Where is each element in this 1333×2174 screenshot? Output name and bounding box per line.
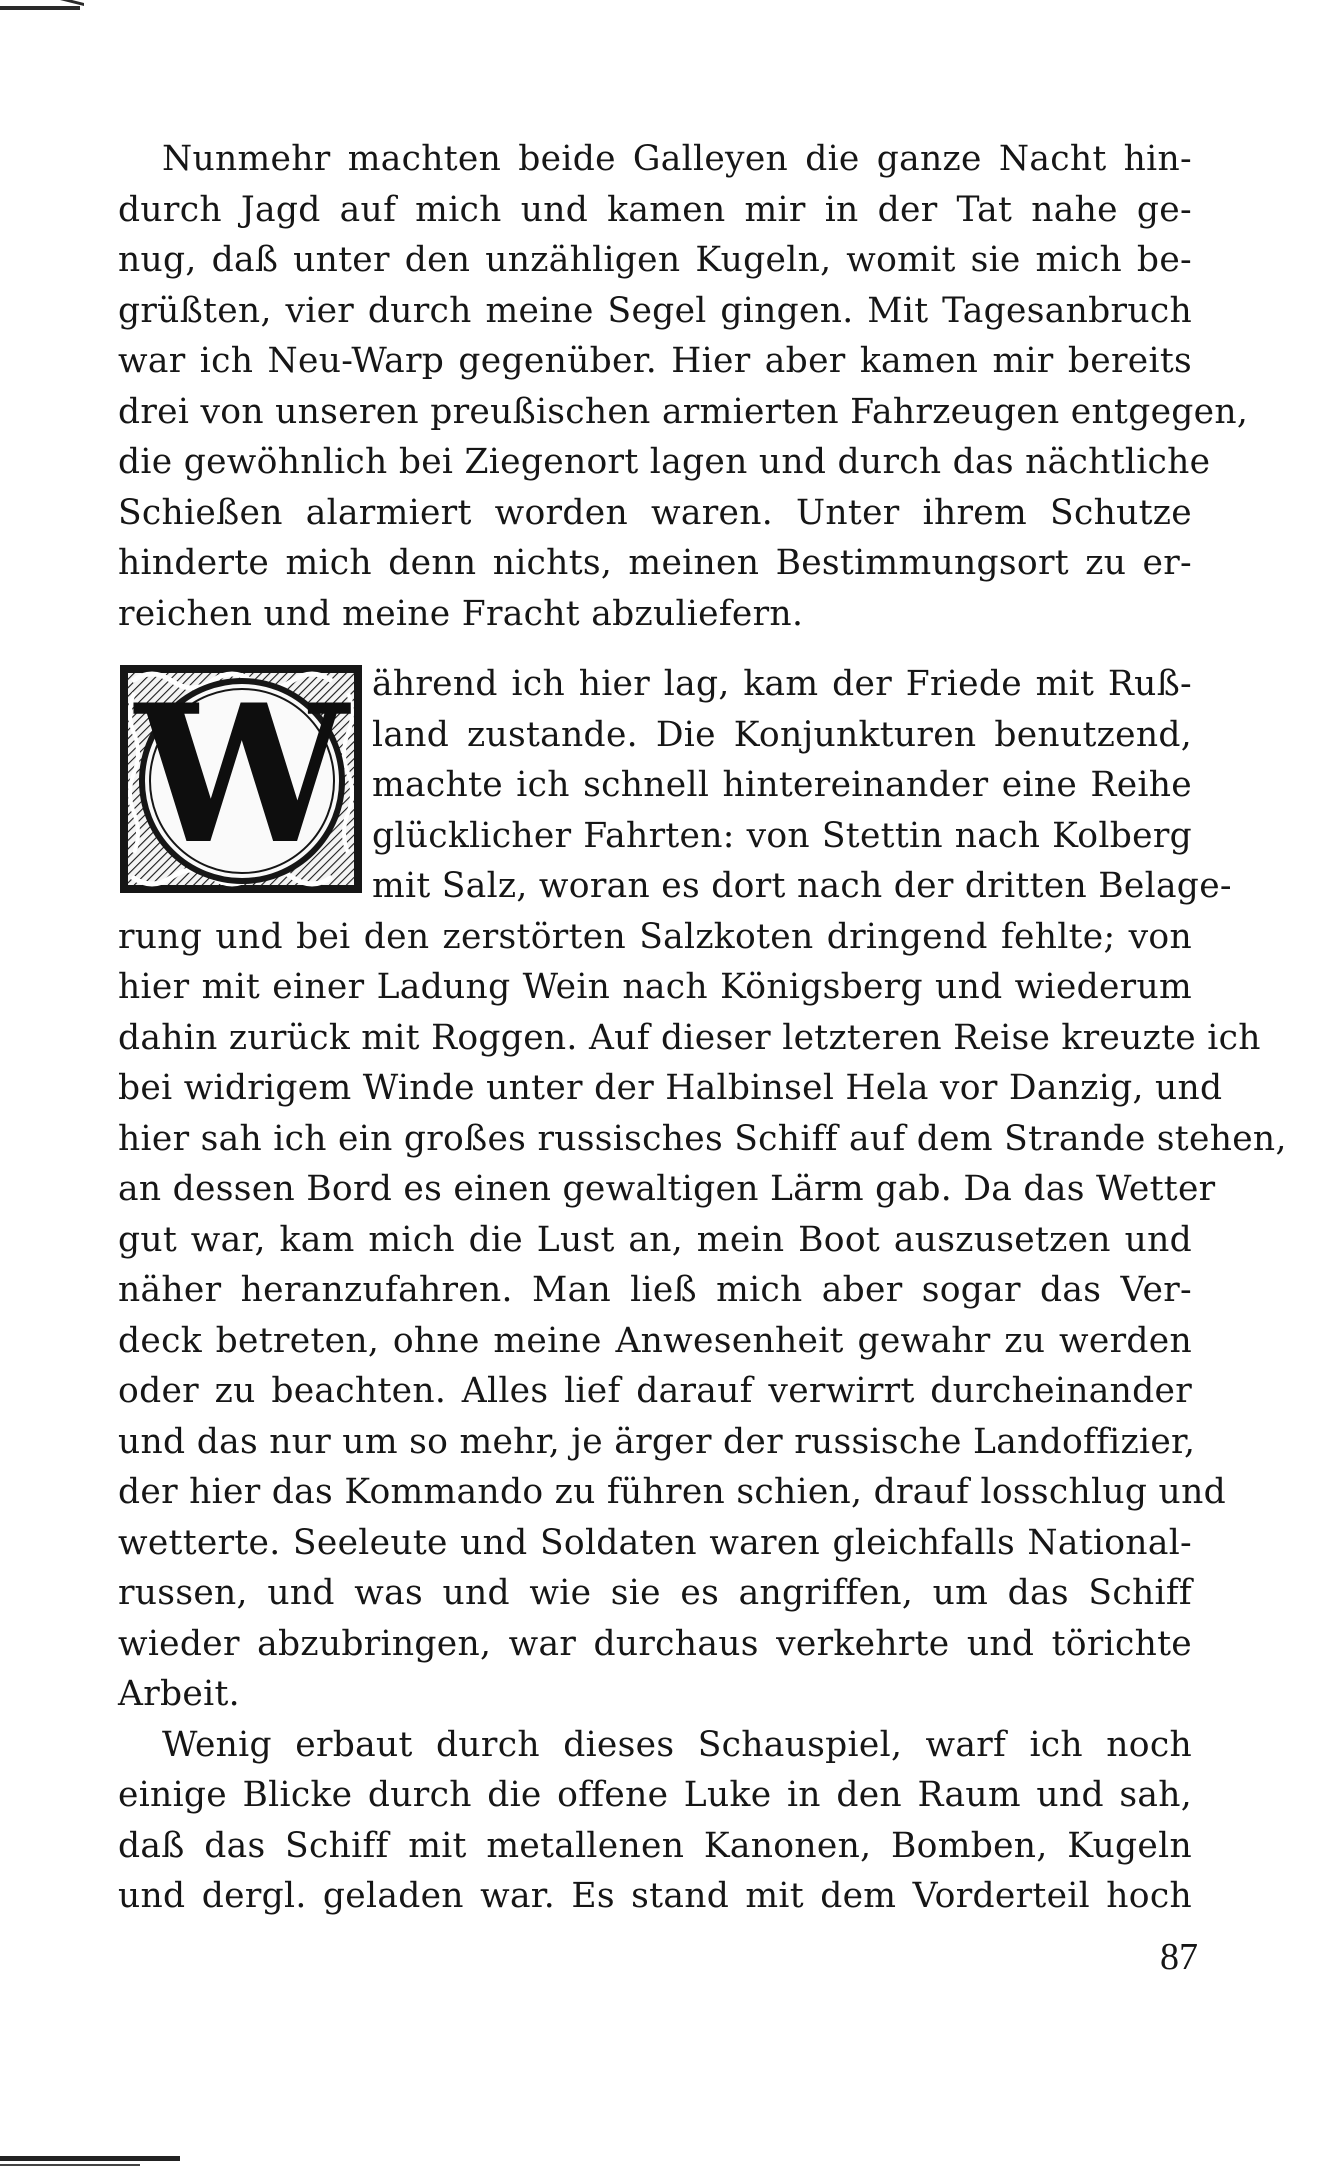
text-line: oder zu beachten. Alles lief darauf verwirrt durcheinander <box>118 1371 1192 1411</box>
text-line: mit Salz, woran es dort nach der dritten Belage- <box>372 866 1232 906</box>
text-line: war ich Neu-Warp gegenüber. Hier aber kamen mir bereits <box>118 341 1192 381</box>
text-line: und das nur um so mehr, je ärger der russische Landoffizier, <box>118 1421 1196 1462</box>
scan-edge-mark-bottom <box>0 2156 180 2161</box>
text-line: Schießen alarmiert worden waren. Unter ihrem Schutze <box>118 492 1192 533</box>
page-body <box>118 134 1287 1922</box>
text-line: russen, und was und wie sie es angriffen, um das Schiff <box>118 1573 1192 1613</box>
text-line: die gewöhnlich bei Ziegenort lagen und durch das nächtliche <box>118 442 1211 482</box>
text-line: Wenig erbaut durch dieses Schauspiel, warf ich noch <box>162 1724 1192 1765</box>
text-line: bei widrigem Winde unter der Halbinsel Hela vor Danzig, und <box>118 1068 1223 1108</box>
text-line: daß das Schiff mit metallenen Kanonen, Bomben, Kugeln <box>118 1825 1192 1866</box>
paragraph-1 <box>118 134 1249 639</box>
text-line: glücklicher Fahrten: von Stettin nach Kolberg <box>372 815 1192 856</box>
text-line: dahin zurück mit Roggen. Auf dieser letzteren Reise kreuzte ich <box>118 1017 1261 1058</box>
text-line: wetterte. Seeleute und Soldaten waren gleichfalls National- <box>118 1522 1192 1563</box>
text-line: Nunmehr machten beide Galleyen die ganze Nacht hin- <box>162 139 1192 179</box>
text-line: deck betreten, ohne meine Anwesenheit gewahr zu werden <box>118 1320 1192 1361</box>
text-line: an dessen Bord es einen gewaltigen Lärm gab. Da das Wetter <box>118 1169 1216 1209</box>
scan-edge-mark-top-corner <box>60 0 84 20</box>
text-line: rung und bei den zerstörten Salzkoten dringend fehlte; von <box>118 916 1192 957</box>
paragraph-2 <box>118 659 1287 1720</box>
text-line: durch Jagd auf mich und kamen mir in der Tat nahe ge- <box>118 189 1192 230</box>
paragraph-3 <box>118 1720 1192 1922</box>
text-line: einige Blicke durch die offene Luke in den Raum und sah, <box>118 1775 1192 1815</box>
text-line: nug, daß unter den unzähligen Kugeln, womit sie mich be- <box>118 240 1192 280</box>
text-line: gut war, kam mich die Lust an, mein Boot auszusetzen und <box>118 1219 1192 1260</box>
text-line: näher heranzufahren. Man ließ mich aber sogar das Ver- <box>118 1270 1192 1310</box>
text-line: der hier das Kommando zu führen schien, drauf losschlug und <box>118 1472 1226 1512</box>
drop-cap-letter: W <box>135 663 349 886</box>
text-line: reichen und meine Fracht abzuliefern. <box>118 593 804 634</box>
text-line: drei von unseren preußischen armierten Fahrzeugen entgegen, <box>118 391 1249 432</box>
text-line: hier mit einer Ladung Wein nach Königsberg und wiederum <box>118 967 1192 1007</box>
ornamental-drop-cap <box>118 663 364 895</box>
text-line: ährend ich hier lag, kam der Friede mit Ruß- <box>372 664 1192 704</box>
text-line: Arbeit. <box>118 1674 240 1714</box>
text-line: machte ich schnell hintereinander eine Reihe <box>372 765 1192 805</box>
text-line: land zustande. Die Konjunkturen benutzend, <box>372 714 1192 755</box>
text-line: wieder abzubringen, war durchaus verkehrte und törichte <box>118 1623 1192 1664</box>
page-number: 87 <box>1160 1936 1198 1978</box>
text-line: hinderte mich denn nichts, meinen Bestimmungsort zu er- <box>118 543 1192 583</box>
text-line: und dergl. geladen war. Es stand mit dem Vorderteil hoch <box>118 1876 1192 1916</box>
text-line: grüßten, vier durch meine Segel gingen. Mit Tagesanbruch <box>118 290 1192 331</box>
text-line: hier sah ich ein großes russisches Schiff auf dem Strande stehen, <box>118 1118 1287 1159</box>
scan-edge-mark-bottom-thin <box>0 2164 140 2166</box>
